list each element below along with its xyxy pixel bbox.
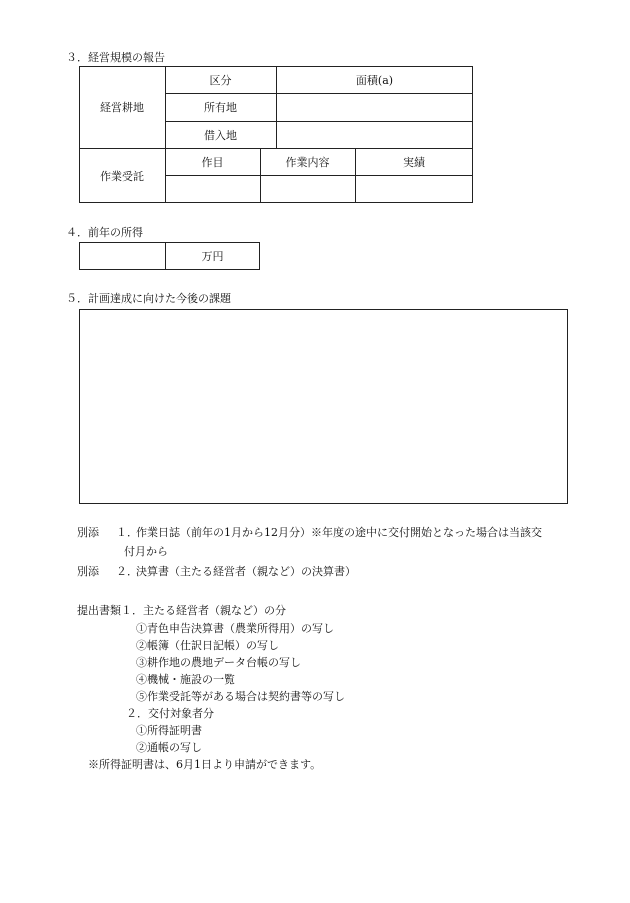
- income-amount-field[interactable]: [79, 242, 165, 270]
- attachment-1-text: 作業日誌（前年の1月から12月分）※年度の途中に交付開始となった場合は当該交: [136, 526, 542, 539]
- header-area: 面積(a): [355, 73, 394, 87]
- header-result: 実績: [403, 155, 425, 169]
- submission-item-2: ②帳簿（仕訳日記帳）の写し: [136, 639, 279, 652]
- submission-item-3: ③耕作地の農地データ台帳の写し: [136, 656, 301, 669]
- income-unit-label: 万円: [201, 250, 224, 263]
- submission-note: ※所得証明書は、6月1日より申請ができます。: [88, 758, 322, 771]
- section4-heading: ４．前年の所得: [66, 226, 143, 239]
- work-content-field[interactable]: [260, 175, 355, 203]
- attachment-2-text: 決算書（主たる経営者（親など）の決算書）: [136, 565, 356, 578]
- submission-label: 提出書類１．主たる経営者（親など）の分: [77, 604, 286, 617]
- owned-land-label: 所有地: [204, 101, 237, 114]
- header-category: 区分: [209, 73, 232, 87]
- section5-heading: ５．計画達成に向けた今後の課題: [66, 292, 231, 305]
- header-work-content: 作業内容: [285, 155, 330, 169]
- attachment-1-number: １．: [116, 526, 138, 539]
- submission-group2-label: ２．交付対象者分: [126, 707, 214, 720]
- result-field[interactable]: [355, 175, 473, 203]
- submission-group2-item-2: ②通帳の写し: [136, 741, 202, 754]
- leased-land-area-field[interactable]: [276, 121, 473, 148]
- attachment-2-prefix: 別添: [77, 565, 99, 578]
- submission-group2-item-1: ①所得証明書: [136, 724, 202, 737]
- leased-land-label: 借入地: [204, 128, 237, 142]
- section3-heading: ３．経営規模の報告: [66, 51, 165, 64]
- owned-land-area-field[interactable]: [276, 93, 473, 121]
- contract-row-label: 作業受託: [100, 169, 144, 183]
- submission-item-4: ④機械・施設の一覧: [136, 673, 235, 686]
- header-crop: 作目: [201, 155, 224, 169]
- farmland-row-label: 経営耕地: [100, 101, 144, 114]
- submission-item-1: ①青色申告決算書（農業所得用）の写し: [136, 622, 334, 635]
- attachment-2-number: ２．: [116, 565, 138, 578]
- attachment-1-prefix: 別添: [77, 526, 99, 539]
- attachment-1-text-continued: 付月から: [124, 545, 168, 558]
- crop-field[interactable]: [165, 175, 260, 203]
- future-issues-textarea[interactable]: [79, 309, 568, 504]
- submission-item-5: ⑤作業受託等がある場合は契約書等の写し: [136, 690, 345, 703]
